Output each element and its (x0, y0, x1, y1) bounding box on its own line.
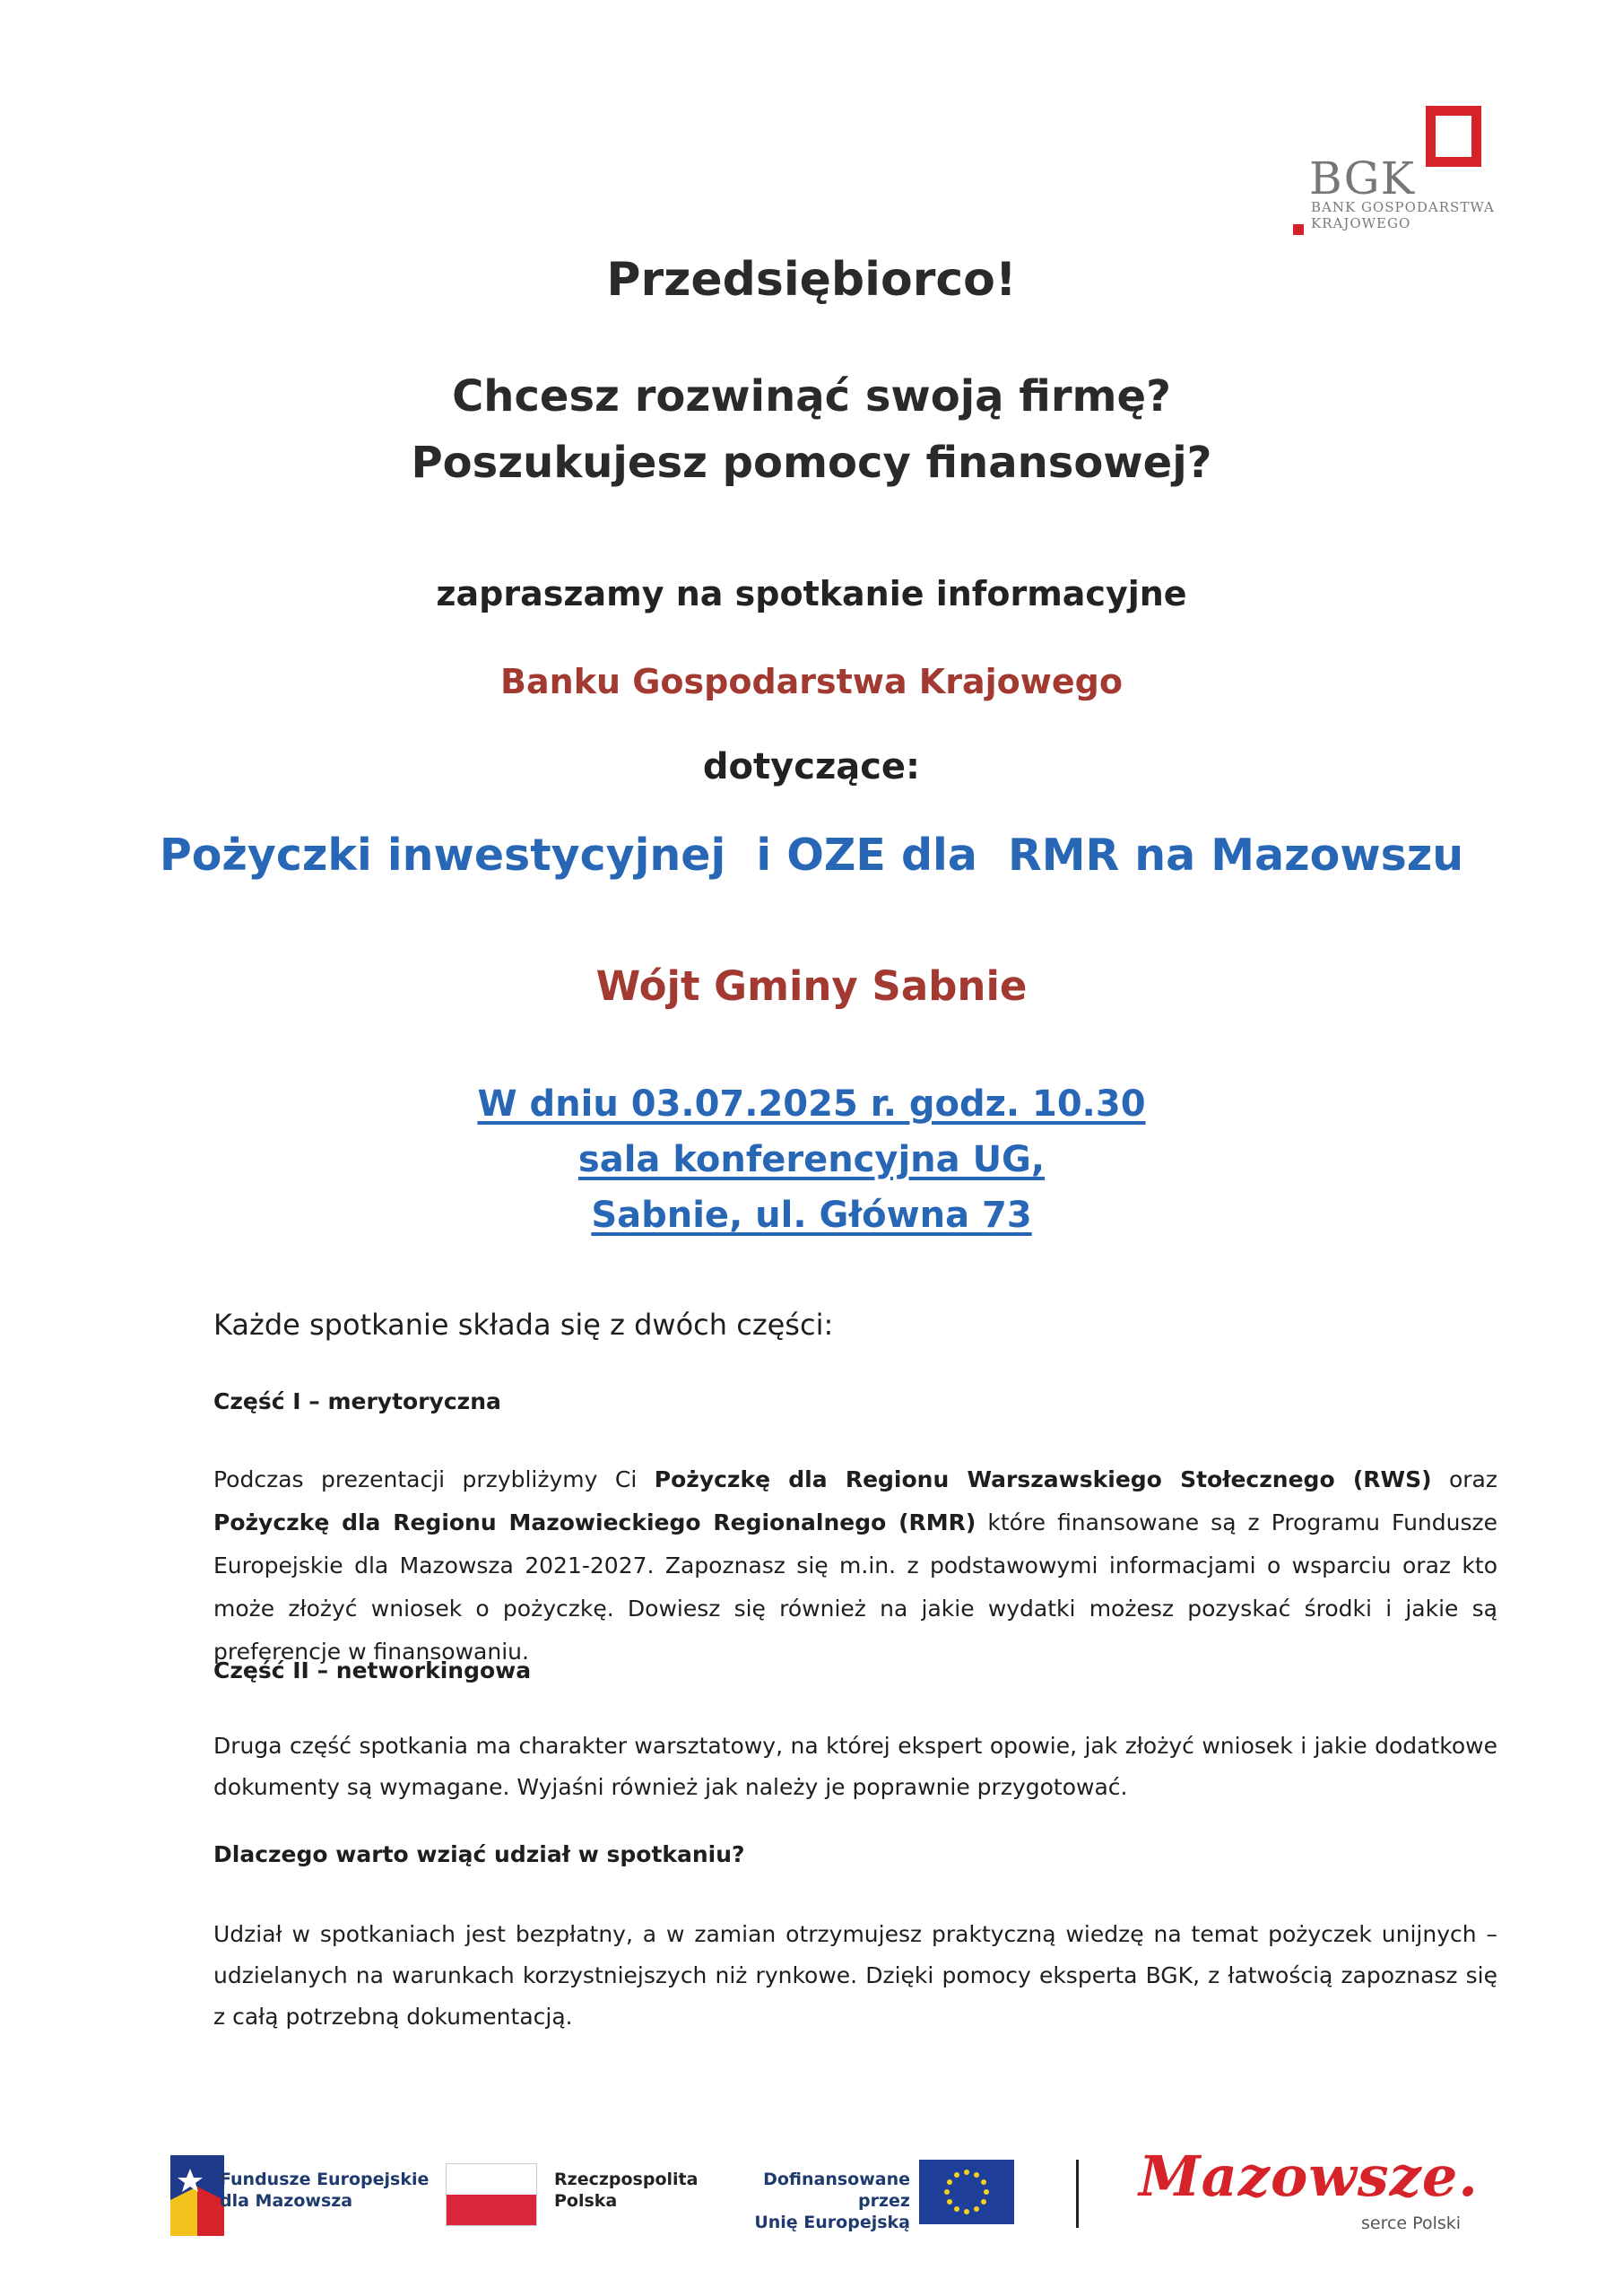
why-heading: Dlaczego warto wziąć udział w spotkaniu? (213, 1841, 745, 1867)
event-address: Sabnie, ul. Główna 73 (591, 1195, 1032, 1236)
part1-heading: Część I – merytoryczna (213, 1388, 501, 1414)
bank-name: Banku Gospodarstwa Krajowego (500, 662, 1123, 701)
bgk-logo-subtitle-line1: BANK GOSPODARSTWA (1311, 199, 1495, 215)
fundusze-europejskie-label (220, 2169, 429, 2212)
headline-question-2: Poszukujesz pomocy finansowej? (411, 438, 1212, 488)
pl-line1: Rzeczpospolita (554, 2170, 699, 2189)
why-paragraph: Udział w spotkaniach jest bezpłatny, a w zamian otrzymujesz praktyczną wiedzę na temat pożyczek unijnych – udzielanych na warunkach korzystniejszych niż rynkowe. Dzięki pomocy eksperta BGK, z łatwością zapoznasz się z całą potrzebną dokumentacją. (213, 1921, 1497, 2030)
event-room: sala konferencyjna UG, (577, 1139, 1046, 1180)
event-details (0, 1076, 1623, 1243)
part2-heading: Część II – networkingowa (213, 1657, 532, 1683)
polish-flag-icon (446, 2163, 537, 2226)
part1-text-c: które finansowane są z Programu Fundusze Europejskie dla Mazowsza 2021-2027. Zapoznasz się m.in. z podstawowymi informacjami o wsparciu oraz kto może złożyć wniosek o pożyczkę. Dowiesz się również na jakie wydatki możesz pozyskać środki i jakie są preferencje w finansowaniu. (213, 1509, 1498, 1665)
eu-flag-icon (919, 2160, 1014, 2224)
part1-bold-a: Pożyczkę dla Regionu Warszawskiego Stołecznego (RWS) (654, 1466, 1432, 1492)
bgk-logo (1291, 99, 1506, 251)
part1-bold-b: Pożyczkę dla Regionu Mazowieckiego Regionalnego (RMR) (213, 1509, 976, 1535)
meeting-intro: Każde spotkanie składa się z dwóch części: (213, 1308, 834, 1342)
bgk-logo-subtitle (1311, 199, 1495, 231)
fe-line2: dla Mazowsza (220, 2191, 353, 2211)
headline-questions (0, 363, 1623, 496)
mazowsze-logo (1139, 2144, 1497, 2242)
part2-paragraph: Druga część spotkania ma charakter warsztatowy, na której ekspert opowie, jak złożyć wniosek i jakie dodatkowe dokumenty są wymagane. Wyjaśni również jak należy je poprawnie przygotować. (213, 1733, 1497, 1800)
bgk-logo-name: BGK (1309, 152, 1415, 204)
host-name: Wójt Gminy Sabnie (595, 962, 1028, 1010)
invitation-line: zapraszamy na spotkanie informacyjne (436, 574, 1187, 613)
loan-topic: Pożyczki inwestycyjnej i OZE dla RMR na Mazowszu (159, 830, 1464, 881)
mazowsze-wordmark: Mazowsze. (1139, 2144, 1479, 2209)
pl-line2: Polska (554, 2191, 618, 2211)
part1-text-a: Podczas prezentacji przybliżymy Ci (213, 1466, 655, 1492)
event-date-time: W dniu 03.07.2025 r. godz. 10.30 (477, 1083, 1146, 1125)
headline-question-1: Chcesz rozwinąć swoją firmę? (452, 371, 1171, 422)
mazowsze-tagline: serce Polski (1361, 2213, 1462, 2233)
eu-line1: Dofinansowane przez (763, 2170, 910, 2211)
eu-funding-label (722, 2169, 910, 2233)
eu-line2: Unię Europejską (754, 2213, 910, 2232)
bgk-logo-dot-icon (1293, 224, 1304, 235)
bgk-logo-subtitle-line2: KRAJOWEGO (1311, 215, 1411, 231)
fe-line1: Fundusze Europejskie (220, 2170, 430, 2189)
part1-paragraph (213, 1458, 1497, 1674)
bgk-logo-square-icon (1426, 106, 1481, 167)
rzeczpospolita-label (554, 2169, 698, 2212)
about-label: dotyczące: (702, 746, 921, 787)
part1-text-b: oraz (1431, 1466, 1498, 1492)
footer-divider (1076, 2160, 1079, 2228)
page-title: Przedsiębiorco! (606, 253, 1017, 307)
